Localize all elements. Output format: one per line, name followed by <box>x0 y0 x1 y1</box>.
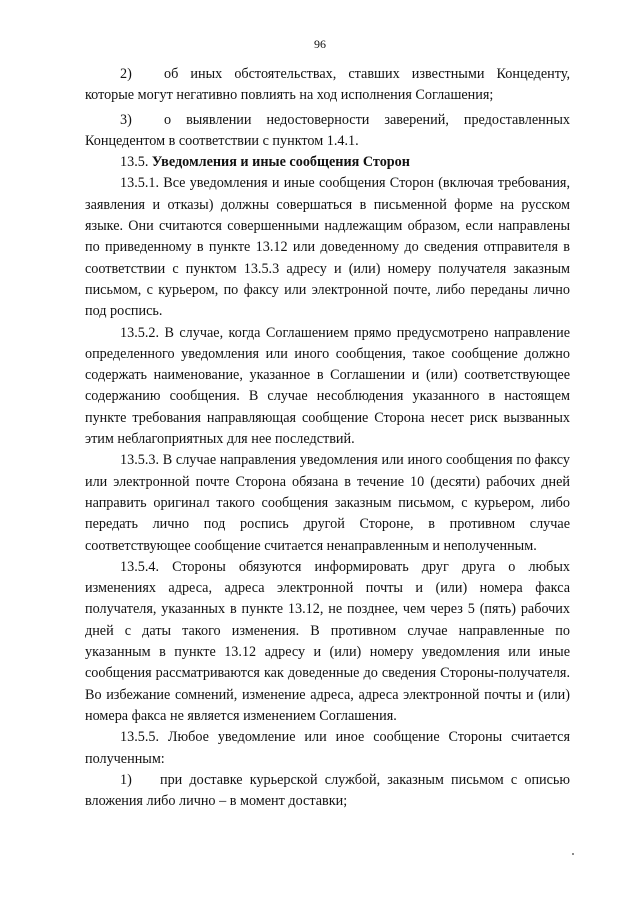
section-number: 13.5. <box>120 154 149 171</box>
list-item-number: 3) <box>120 111 132 128</box>
list-item <box>85 110 570 153</box>
document-body <box>85 64 570 812</box>
section-heading <box>85 152 570 173</box>
clause-paragraph <box>85 557 570 727</box>
list-item-number: 2) <box>120 66 132 82</box>
list-item-text: о выявлении недостоверности заверений, предоставленных Концедентом в соответствии с пунктом 1.4.1. <box>85 111 570 149</box>
section-title: Уведомления и иные сообщения Сторон <box>151 154 410 171</box>
scan-dot <box>572 853 574 855</box>
list-item <box>85 770 570 813</box>
clause-number: 13.5.5. <box>120 729 160 746</box>
clause-paragraph <box>85 450 570 556</box>
clause-number: 13.5.1. <box>120 175 160 192</box>
clause-text: Любое уведомление или иное сообщение Стороны считается полученным: <box>85 729 571 767</box>
clause-text: Стороны обязуются информировать друг друга о любых изменениях адреса, адреса электронной почты и (или) номера факса получателя, указанных в пункте 13.12, не позднее, чем через 5 (пять) рабочих дней с даты такого изменения. В противном случае направленные по указанным в пункте 13.12 адресу и (или) номеру уведомления или иные сообщения рассматриваются как доведенные до сведения Стороны-получателя. Во избежание сомнений, изменение адреса, адреса электронной почты и (или) номера факса не является изменением Соглашения. <box>85 558 571 724</box>
clause-paragraph <box>85 727 570 770</box>
clause-number: 13.5.4. <box>120 558 160 575</box>
list-item <box>85 64 570 107</box>
clause-text: Все уведомления и иные сообщения Сторон (включая требования, заявления и отказы) должны совершаться в письменной форме на русском языке. Они считаются совершенными надлежащим образом, если направлены по приведенному в пункте 13.12 или доведенному до сведения отправителя в соответствии с пунктом 13.5.3 адресу и (или) номеру получателя заказным письмом, с курьером, по факсу или электронной почте, либо переданы лично под роспись. <box>85 175 570 320</box>
clause-text: В случае направления уведомления или иного сообщения по факсу или электронной почте Сторона обязана в течение 10 (десяти) рабочих дней направить оригинал такого сообщения заказным письмом, с курьером, либо передать лично под роспись другой Стороне, в противном случае соответствующее сообщение считается ненаправленным и неполученным. <box>85 452 570 554</box>
page-number: 96 <box>314 37 326 51</box>
clause-number: 13.5.2. <box>120 324 160 341</box>
clause-paragraph <box>85 173 570 322</box>
clause-paragraph <box>85 323 570 451</box>
list-item-text: при доставке курьерской службой, заказным письмом с описью вложения либо лично – в момент доставки; <box>85 771 570 810</box>
list-item-number: 1) <box>120 771 132 788</box>
list-item-text: об иных обстоятельствах, ставших известными Концеденту, которые могут негативно повлиять на ход исполнения Соглашения; <box>85 66 570 104</box>
clause-number: 13.5.3. <box>120 452 160 469</box>
clause-text: В случае, когда Соглашением прямо предусмотрено направление определенного уведомления или иного сообщения, такое сообщение должно содержать наименование, указанное в Соглашении и (или) соответствующее содержанию сообщения. В случае несоблюдения указанного в настоящем пункте требования направляющая сообщение Сторона несет риск вызванных этим неблагоприятных для нее последствий. <box>85 324 571 448</box>
